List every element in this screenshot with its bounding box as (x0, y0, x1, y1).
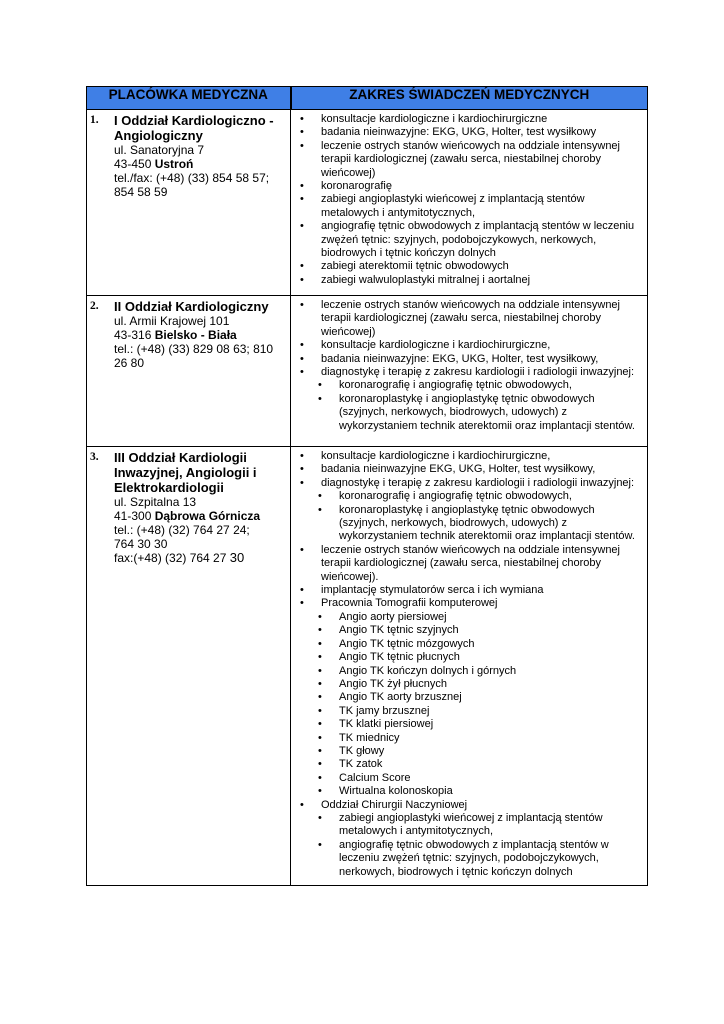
sub-list-item: • koronaroplastykę i angioplastykę tętnic obwodowych (szyjnych, nerkowych, biodrowych, udowych) z wykorzystaniem technik aterektomii oraz implantacji stentów. (291, 393, 643, 433)
services-cell (291, 296, 648, 447)
list-item: • zabiegi walwuloplastyki mitralnej i aortalnej (291, 274, 643, 287)
sub-list (321, 611, 643, 799)
ward-name: III Oddział Kardiologii Inwazyjnej, Angiologii i Elektrokardiologii (114, 450, 257, 495)
sub-list-item: • TK miednicy (291, 732, 643, 745)
services-cell (291, 447, 648, 886)
table-row (87, 447, 648, 886)
phone-cont: 26 80 (114, 356, 145, 370)
sub-list-item: • Angio TK kończyn dolnych i górnych (291, 665, 643, 678)
sub-list-item: • Wirtualna kolonoskopia (291, 785, 643, 798)
postal-city: 41-300 Dąbrowa Górnicza (114, 509, 261, 523)
sub-list-item: • koronarografię i angiografię tętnic obwodowych, (291, 379, 643, 392)
address: ul. Armii Krajowej 101 (114, 314, 230, 328)
sub-list-item: • Angio TK żył płucnych (291, 678, 643, 691)
ward-name: I Oddział Kardiologiczno - Angiologiczny (114, 113, 274, 143)
sub-list-item: • Calcium Score (291, 772, 643, 785)
list-item: • konsultacje kardiologiczne i kardiochirurgiczne, (291, 339, 643, 352)
list-item: • angiografię tętnic obwodowych z implantacją stentów w leczeniu zwężeń tętnic: szyjnych, podobojczykowych, nerkowych, biodrowych i tętnic kończyn dolnych (291, 220, 643, 260)
ward-name: II Oddział Kardiologiczny (114, 299, 269, 314)
row-number: 1. (90, 114, 99, 126)
list-item: • zabiegi angioplastyki wieńcowej z implantacją stentów metalowych i antymitotycznych, (291, 193, 643, 220)
services-list (291, 113, 643, 287)
header-facility: PLACÓWKA MEDYCZNA (87, 87, 291, 110)
sub-list-item: • Angio TK aorty brzusznej (291, 691, 643, 704)
phone-cont: 854 58 59 (114, 185, 168, 199)
facility-cell (87, 110, 291, 296)
sub-list-item: • zabiegi angioplastyki wieńcowej z implantacją stentów metalowych i antymitotycznych, (291, 812, 643, 839)
table-header-row (87, 87, 648, 110)
phone: tel./fax: (+48) (33) 854 58 57; (114, 171, 270, 185)
facility-cell (87, 296, 291, 447)
list-item: • badania nieinwazyjne: EKG, UKG, Holter, test wysiłkowy, (291, 353, 643, 366)
services-list (291, 299, 643, 433)
sub-list-item: • Angio TK tętnic szyjnych (291, 624, 643, 637)
sub-list-item: • Angio TK tętnic mózgowych (291, 638, 643, 651)
sub-list-item: • koronaroplastykę i angioplastykę tętnic obwodowych (szyjnych, nerkowych, biodrowych, udowych) z wykorzystaniem technik aterektomii oraz implantacji stentów. (291, 504, 643, 544)
phone: tel.: (+48) (32) 764 27 24; (114, 523, 250, 537)
list-item: • leczenie ostrych stanów wieńcowych na oddziale intensywnej terapii kardiologicznej (zawału serca, niestabilnej choroby wieńcowej) (291, 299, 643, 339)
row-number: 3. (90, 451, 99, 463)
document-page (86, 86, 647, 886)
sub-list-item: • angiografię tętnic obwodowych z implantacją stentów w leczeniu zwężeń tętnic: szyjnych, podobojczykowych, nerkowych, biodrowych i tętnic kończyn dolnych (291, 839, 643, 879)
list-item: • leczenie ostrych stanów wieńcowych na oddziale intensywnej terapii kardiologicznej (zawału serca, niestabilnej choroby wieńcowej) (291, 140, 643, 180)
sub-list-item: • Angio aorty piersiowej (291, 611, 643, 624)
list-item: • koronarografię (291, 180, 643, 193)
list-item: • diagnostykę i terapię z zakresu kardiologii i radiologii inwazyjnej: • koronarografię i angiografię tętnic obwodowych, • koronaroplastykę i angioplastykę tętnic obwodowych (szyjnych, nerkowych, biodrowych, udowych) z wykorzystaniem technik aterektomii oraz implantacji stentów. (291, 366, 643, 433)
sub-list (321, 379, 643, 433)
header-services: ZAKRES ŚWIADCZEŃ MEDYCZNYCH (291, 87, 648, 110)
list-item: • zabiegi aterektomii tętnic obwodowych (291, 260, 643, 273)
list-item: • Pracownia Tomografii komputerowej • Angio aorty piersiowej • Angio TK tętnic szyjnych • Angio TK tętnic mózgowych • Angio TK tętnic płucnych • Angio TK kończyn dolnych i górnych • Angio TK żył płucnych • Angio TK aorty brzusznej • TK jamy brzusznej • TK klatki piersiowej • TK miednicy • TK głowy • TK zatok • Calcium Score • Wirtualna kolonoskopia (291, 597, 643, 798)
table-row (87, 296, 648, 447)
address: ul. Sanatoryjna 7 (114, 143, 205, 157)
postal-city: 43-450 Ustroń (114, 157, 194, 171)
phone: tel.: (+48) (33) 829 08 63; 810 (114, 342, 274, 356)
sub-list-item: • TK klatki piersiowej (291, 718, 643, 731)
list-item: • badania nieinwazyjne EKG, UKG, Holter, test wysiłkowy, (291, 463, 643, 476)
list-item: • Oddział Chirurgii Naczyniowej • zabiegi angioplastyki wieńcowej z implantacją stentów metalowych i antymitotycznych, • angiografię tętnic obwodowych z implantacją stentów w leczeniu zwężeń tętnic: szyjnych, podobojczykowych, nerkowych, biodrowych i tętnic kończyn dolnych (291, 799, 643, 879)
sub-list (321, 490, 643, 544)
list-item: • diagnostykę i terapię z zakresu kardiologii i radiologii inwazyjnej: • koronarografię i angiografię tętnic obwodowych, • koronaroplastykę i angioplastykę tętnic obwodowych (szyjnych, nerkowych, biodrowych, udowych) z wykorzystaniem technik aterektomii oraz implantacji stentów. (291, 477, 643, 544)
sub-list-item: • koronarografię i angiografię tętnic obwodowych, (291, 490, 643, 503)
row-number: 2. (90, 300, 99, 312)
list-item: • konsultacje kardiologiczne i kardiochirurgiczne (291, 113, 643, 126)
fax: fax:(+48) (32) 764 27 30 (114, 550, 245, 565)
services-list (291, 450, 643, 879)
list-item: • konsultacje kardiologiczne i kardiochirurgiczne, (291, 450, 643, 463)
list-item: • leczenie ostrych stanów wieńcowych na oddziale intensywnej terapii kardiologicznej (zawału serca, niestabilnej choroby wieńcowej). (291, 544, 643, 584)
sub-list-item: • TK głowy (291, 745, 643, 758)
list-item: • implantację stymulatorów serca i ich wymiana (291, 584, 643, 597)
sub-list-item: • TK jamy brzusznej (291, 705, 643, 718)
list-item: • badania nieinwazyjne: EKG, UKG, Holter, test wysiłkowy (291, 126, 643, 139)
sub-list-item: • TK zatok (291, 758, 643, 771)
services-table (86, 86, 648, 886)
phone-cont: 764 30 30 (114, 537, 168, 551)
facility-cell (87, 447, 291, 886)
services-cell (291, 110, 648, 296)
address: ul. Szpitalna 13 (114, 495, 197, 509)
sub-list-item: • Angio TK tętnic płucnych (291, 651, 643, 664)
sub-list (321, 812, 643, 879)
postal-city: 43-316 Bielsko - Biała (114, 328, 237, 342)
table-row (87, 110, 648, 296)
